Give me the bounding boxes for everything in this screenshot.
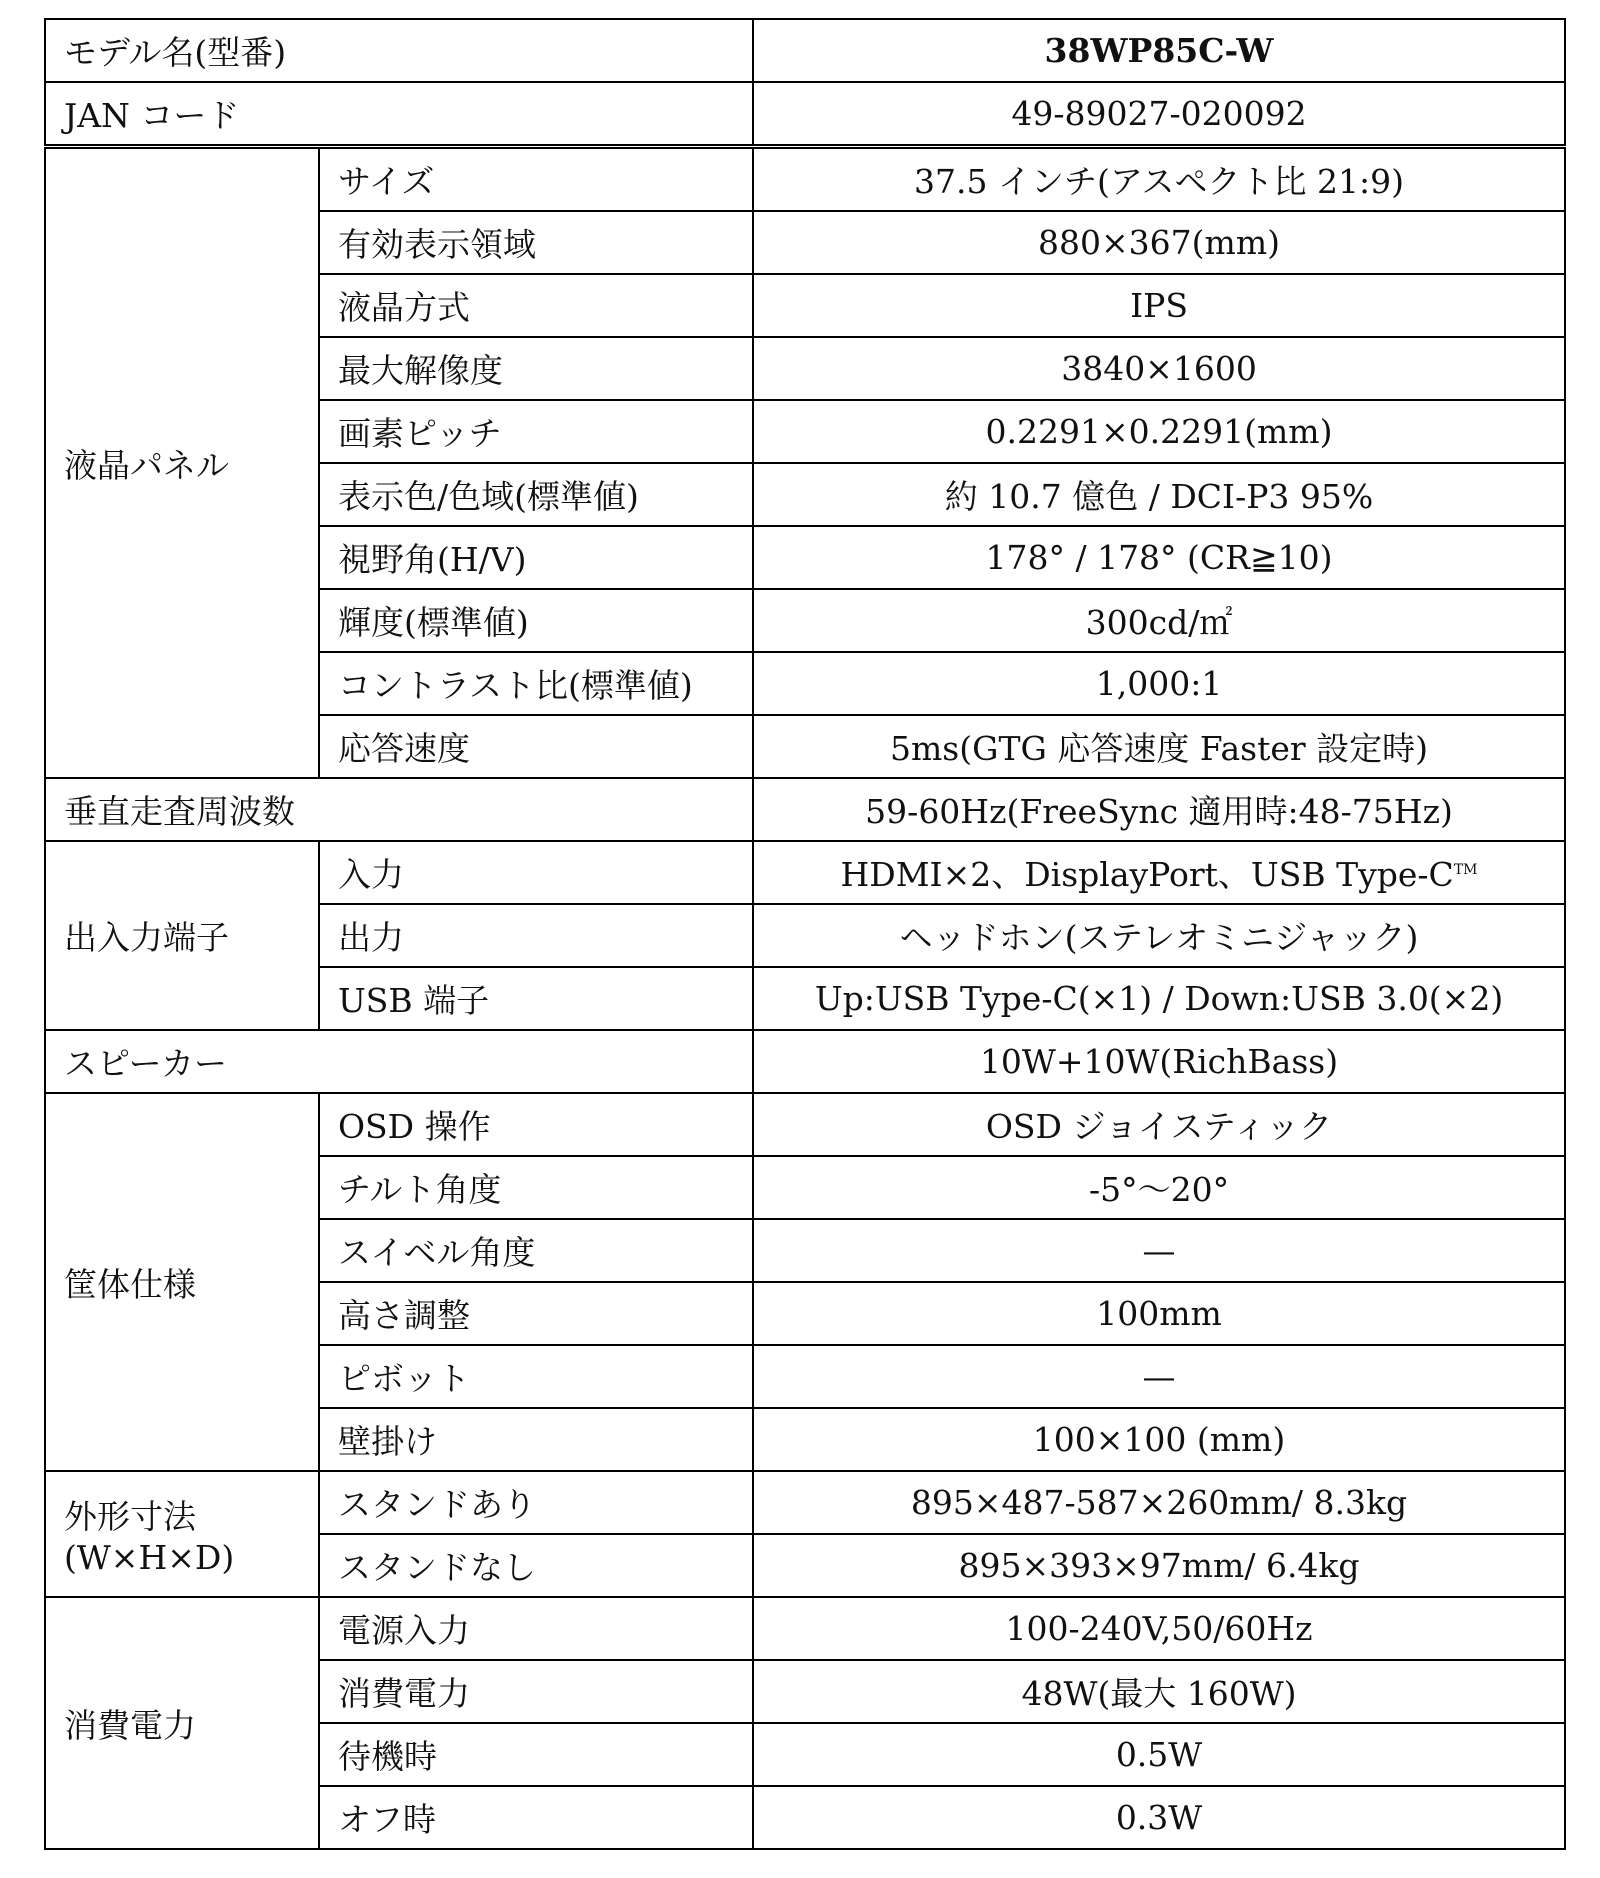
spec-label: 有効表示領域 [319,211,753,274]
spec-label: 応答速度 [319,715,753,778]
spec-label: 入力 [319,841,753,904]
spec-value: 5ms(GTG 応答速度 Faster 設定時) [753,715,1565,778]
jan-value: 49-89027-020092 [753,82,1565,147]
spec-label: スイベル角度 [319,1219,753,1282]
spec-value: 178° / 178° (CR≧10) [753,526,1565,589]
spec-value: Up:USB Type-C(×1) / Down:USB 3.0(×2) [753,967,1565,1030]
spec-value: 1,000:1 [753,652,1565,715]
spec-value: 3840×1600 [753,337,1565,400]
spec-value: 0.2291×0.2291(mm) [753,400,1565,463]
table-row [45,1597,1565,1660]
spec-value [753,841,1565,904]
model-label: モデル名(型番) [45,19,753,82]
spec-label: 高さ調整 [319,1282,753,1345]
spec-value: 37.5 インチ(アスペクト比 21:9) [753,147,1565,212]
spec-label: 消費電力 [319,1660,753,1723]
spec-label: 出力 [319,904,753,967]
spec-label: 壁掛け [319,1408,753,1471]
spec-value: 100mm [753,1282,1565,1345]
dimensions-label-line1: 外形寸法 [64,1497,196,1536]
speaker-value: 10W+10W(RichBass) [753,1030,1565,1093]
spec-value: -5°～20° [753,1156,1565,1219]
spec-value: 100×100 (mm) [753,1408,1565,1471]
spec-value: 約 10.7 億色 / DCI-P3 95% [753,463,1565,526]
panel-group-label: 液晶パネル [45,147,319,779]
spec-label: 待機時 [319,1723,753,1786]
spec-label: 液晶方式 [319,274,753,337]
table-row [45,19,1565,82]
spec-label: 視野角(H/V) [319,526,753,589]
spec-label: スタンドなし [319,1534,753,1597]
spec-label: OSD 操作 [319,1093,753,1156]
table-row [45,1471,1565,1534]
spec-label: サイズ [319,147,753,212]
jan-label: JAN コード [45,82,753,147]
spec-value: ヘッドホン(ステレオミニジャック) [753,904,1565,967]
model-value: 38WP85C-W [753,19,1565,82]
spec-value: 895×393×97mm/ 6.4kg [753,1534,1565,1597]
spec-value: 880×367(mm) [753,211,1565,274]
spec-label: コントラスト比(標準値) [319,652,753,715]
spec-label: 画素ピッチ [319,400,753,463]
chassis-group-label: 筐体仕様 [45,1093,319,1471]
spec-value: 0.5W [753,1723,1565,1786]
spec-value: 48W(最大 160W) [753,1660,1565,1723]
power-group-label: 消費電力 [45,1597,319,1849]
spec-label: 電源入力 [319,1597,753,1660]
vertical-freq-value: 59-60Hz(FreeSync 適用時:48-75Hz) [753,778,1565,841]
spec-value: 100-240V,50/60Hz [753,1597,1565,1660]
speaker-label: スピーカー [45,1030,753,1093]
dimensions-label-line2: (W×H×D) [64,1538,235,1577]
table-row [45,147,1565,212]
table-row [45,841,1565,904]
spec-label: 最大解像度 [319,337,753,400]
spec-value: 300cd/㎡ [753,589,1565,652]
spec-value: — [753,1219,1565,1282]
spec-label: 輝度(標準値) [319,589,753,652]
table-row [45,1093,1565,1156]
vertical-freq-label: 垂直走査周波数 [45,778,753,841]
table-row [45,778,1565,841]
spec-label: チルト角度 [319,1156,753,1219]
spec-label: USB 端子 [319,967,753,1030]
dimensions-group-label [45,1471,319,1597]
spec-label: オフ時 [319,1786,753,1849]
table-row [45,1030,1565,1093]
spec-value: — [753,1345,1565,1408]
trademark-mark: TM [1453,862,1478,878]
spec-value: 0.3W [753,1786,1565,1849]
spec-label: 表示色/色域(標準値) [319,463,753,526]
spec-value: IPS [753,274,1565,337]
spec-value: OSD ジョイスティック [753,1093,1565,1156]
spec-label: ピボット [319,1345,753,1408]
spec-value: 895×487-587×260mm/ 8.3kg [753,1471,1565,1534]
io-group-label: 出入力端子 [45,841,319,1030]
table-row [45,82,1565,147]
spec-table [44,18,1566,1850]
input-value-text: HDMI×2、DisplayPort、USB Type-C [840,855,1454,894]
spec-label: スタンドあり [319,1471,753,1534]
